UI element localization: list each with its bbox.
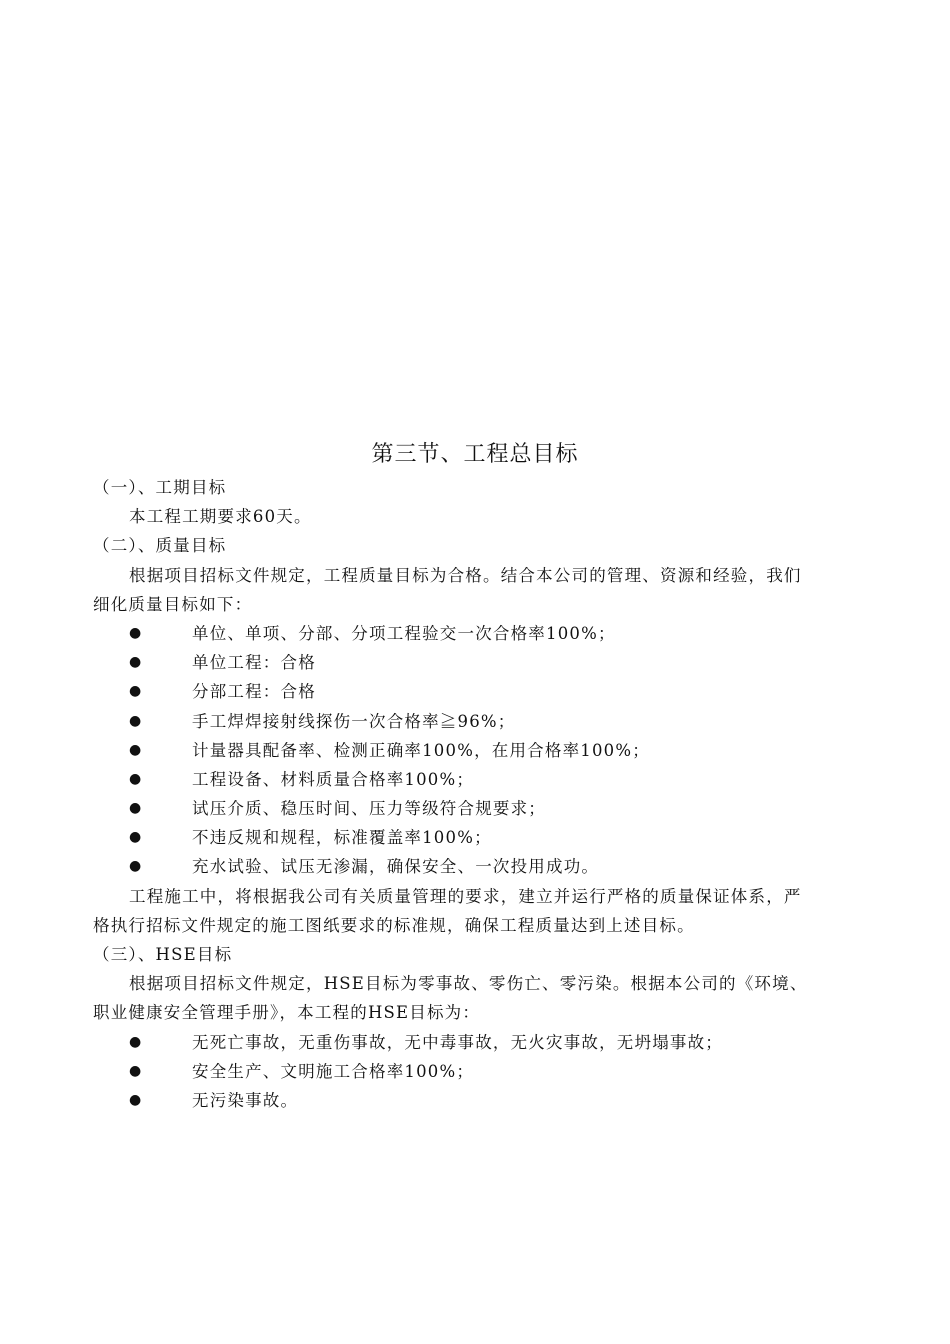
bullet-icon: ● <box>129 683 143 700</box>
list-item-text: 单位工程：合格 <box>192 653 316 673</box>
quality-intro-line: 细化质量目标如下： <box>93 594 253 614</box>
list-item <box>93 648 868 677</box>
list-item-text: 无死亡事故，无重伤事故，无中毒事故，无火灾事故，无坍塌事故； <box>192 1032 723 1052</box>
quality-closing-line: 工程施工中，将根据我公司有关质量管理的要求，建立并运行严格的质量保证体系，严 <box>129 886 802 906</box>
list-item <box>93 1086 868 1115</box>
hse-intro-line: 职业健康安全管理手册》，本工程的HSE目标为： <box>93 1003 481 1023</box>
bullet-icon: ● <box>129 654 143 671</box>
bullet-icon: ● <box>129 624 143 641</box>
list-item-text: 充水试验、试压无渗漏，确保安全、一次投用成功。 <box>192 857 600 877</box>
list-item-text: 无污染事故。 <box>192 1090 299 1110</box>
bullet-icon: ● <box>129 829 143 846</box>
list-item-text: 计量器具配备率、检测正确率100%，在用合格率100%； <box>192 740 650 760</box>
list-item-text: 安全生产、文明施工合格率100%； <box>192 1061 475 1081</box>
section-title: 第三节、工程总目标 <box>371 442 579 467</box>
bullet-icon: ● <box>129 770 143 787</box>
schedule-heading: （一）、工期目标 <box>93 478 227 497</box>
list-item <box>93 736 868 765</box>
list-item <box>93 852 868 881</box>
list-item <box>93 619 868 648</box>
quality-bullet-list <box>93 619 868 882</box>
hse-bullet-list <box>93 1028 868 1116</box>
bullet-icon: ● <box>129 1033 143 1050</box>
quality-heading: （二）、质量目标 <box>93 536 227 556</box>
list-item-text: 试压介质、稳压时间、压力等级符合规要求； <box>192 799 546 819</box>
list-item-text: 单位、单项、分部、分项工程验交一次合格率100%； <box>192 623 616 643</box>
bullet-icon: ● <box>129 1062 143 1079</box>
bullet-icon: ● <box>129 858 143 875</box>
list-item <box>93 794 868 823</box>
list-item <box>93 677 868 706</box>
document-body <box>93 473 868 1115</box>
bullet-icon: ● <box>129 1091 143 1108</box>
bullet-icon: ● <box>129 800 143 817</box>
list-item <box>93 707 868 736</box>
hse-heading: （三）、HSE目标 <box>93 945 233 964</box>
list-item-text: 不违反规和规程，标准覆盖率100%； <box>192 828 492 848</box>
schedule-body: 本工程工期要求60天。 <box>129 507 312 527</box>
list-item <box>93 823 868 852</box>
quality-intro-line: 根据项目招标文件规定，工程质量目标为合格。结合本公司的管理、资源和经验，我们 <box>129 565 802 585</box>
list-item-text: 分部工程：合格 <box>192 682 316 702</box>
list-item <box>93 1057 868 1086</box>
bullet-icon: ● <box>129 712 143 729</box>
list-item <box>93 1028 868 1057</box>
list-item-text: 手工焊焊接射线探伤一次合格率≧96%； <box>192 711 516 731</box>
list-item <box>93 765 868 794</box>
quality-closing-line: 格执行招标文件规定的施工图纸要求的标准规，确保工程质量达到上述目标。 <box>93 915 695 935</box>
hse-intro-line: 根据项目招标文件规定，HSE目标为零事故、零伤亡、零污染。根据本公司的《环境、 <box>129 974 808 994</box>
list-item-text: 工程设备、材料质量合格率100%； <box>192 769 475 789</box>
bullet-icon: ● <box>129 741 143 758</box>
